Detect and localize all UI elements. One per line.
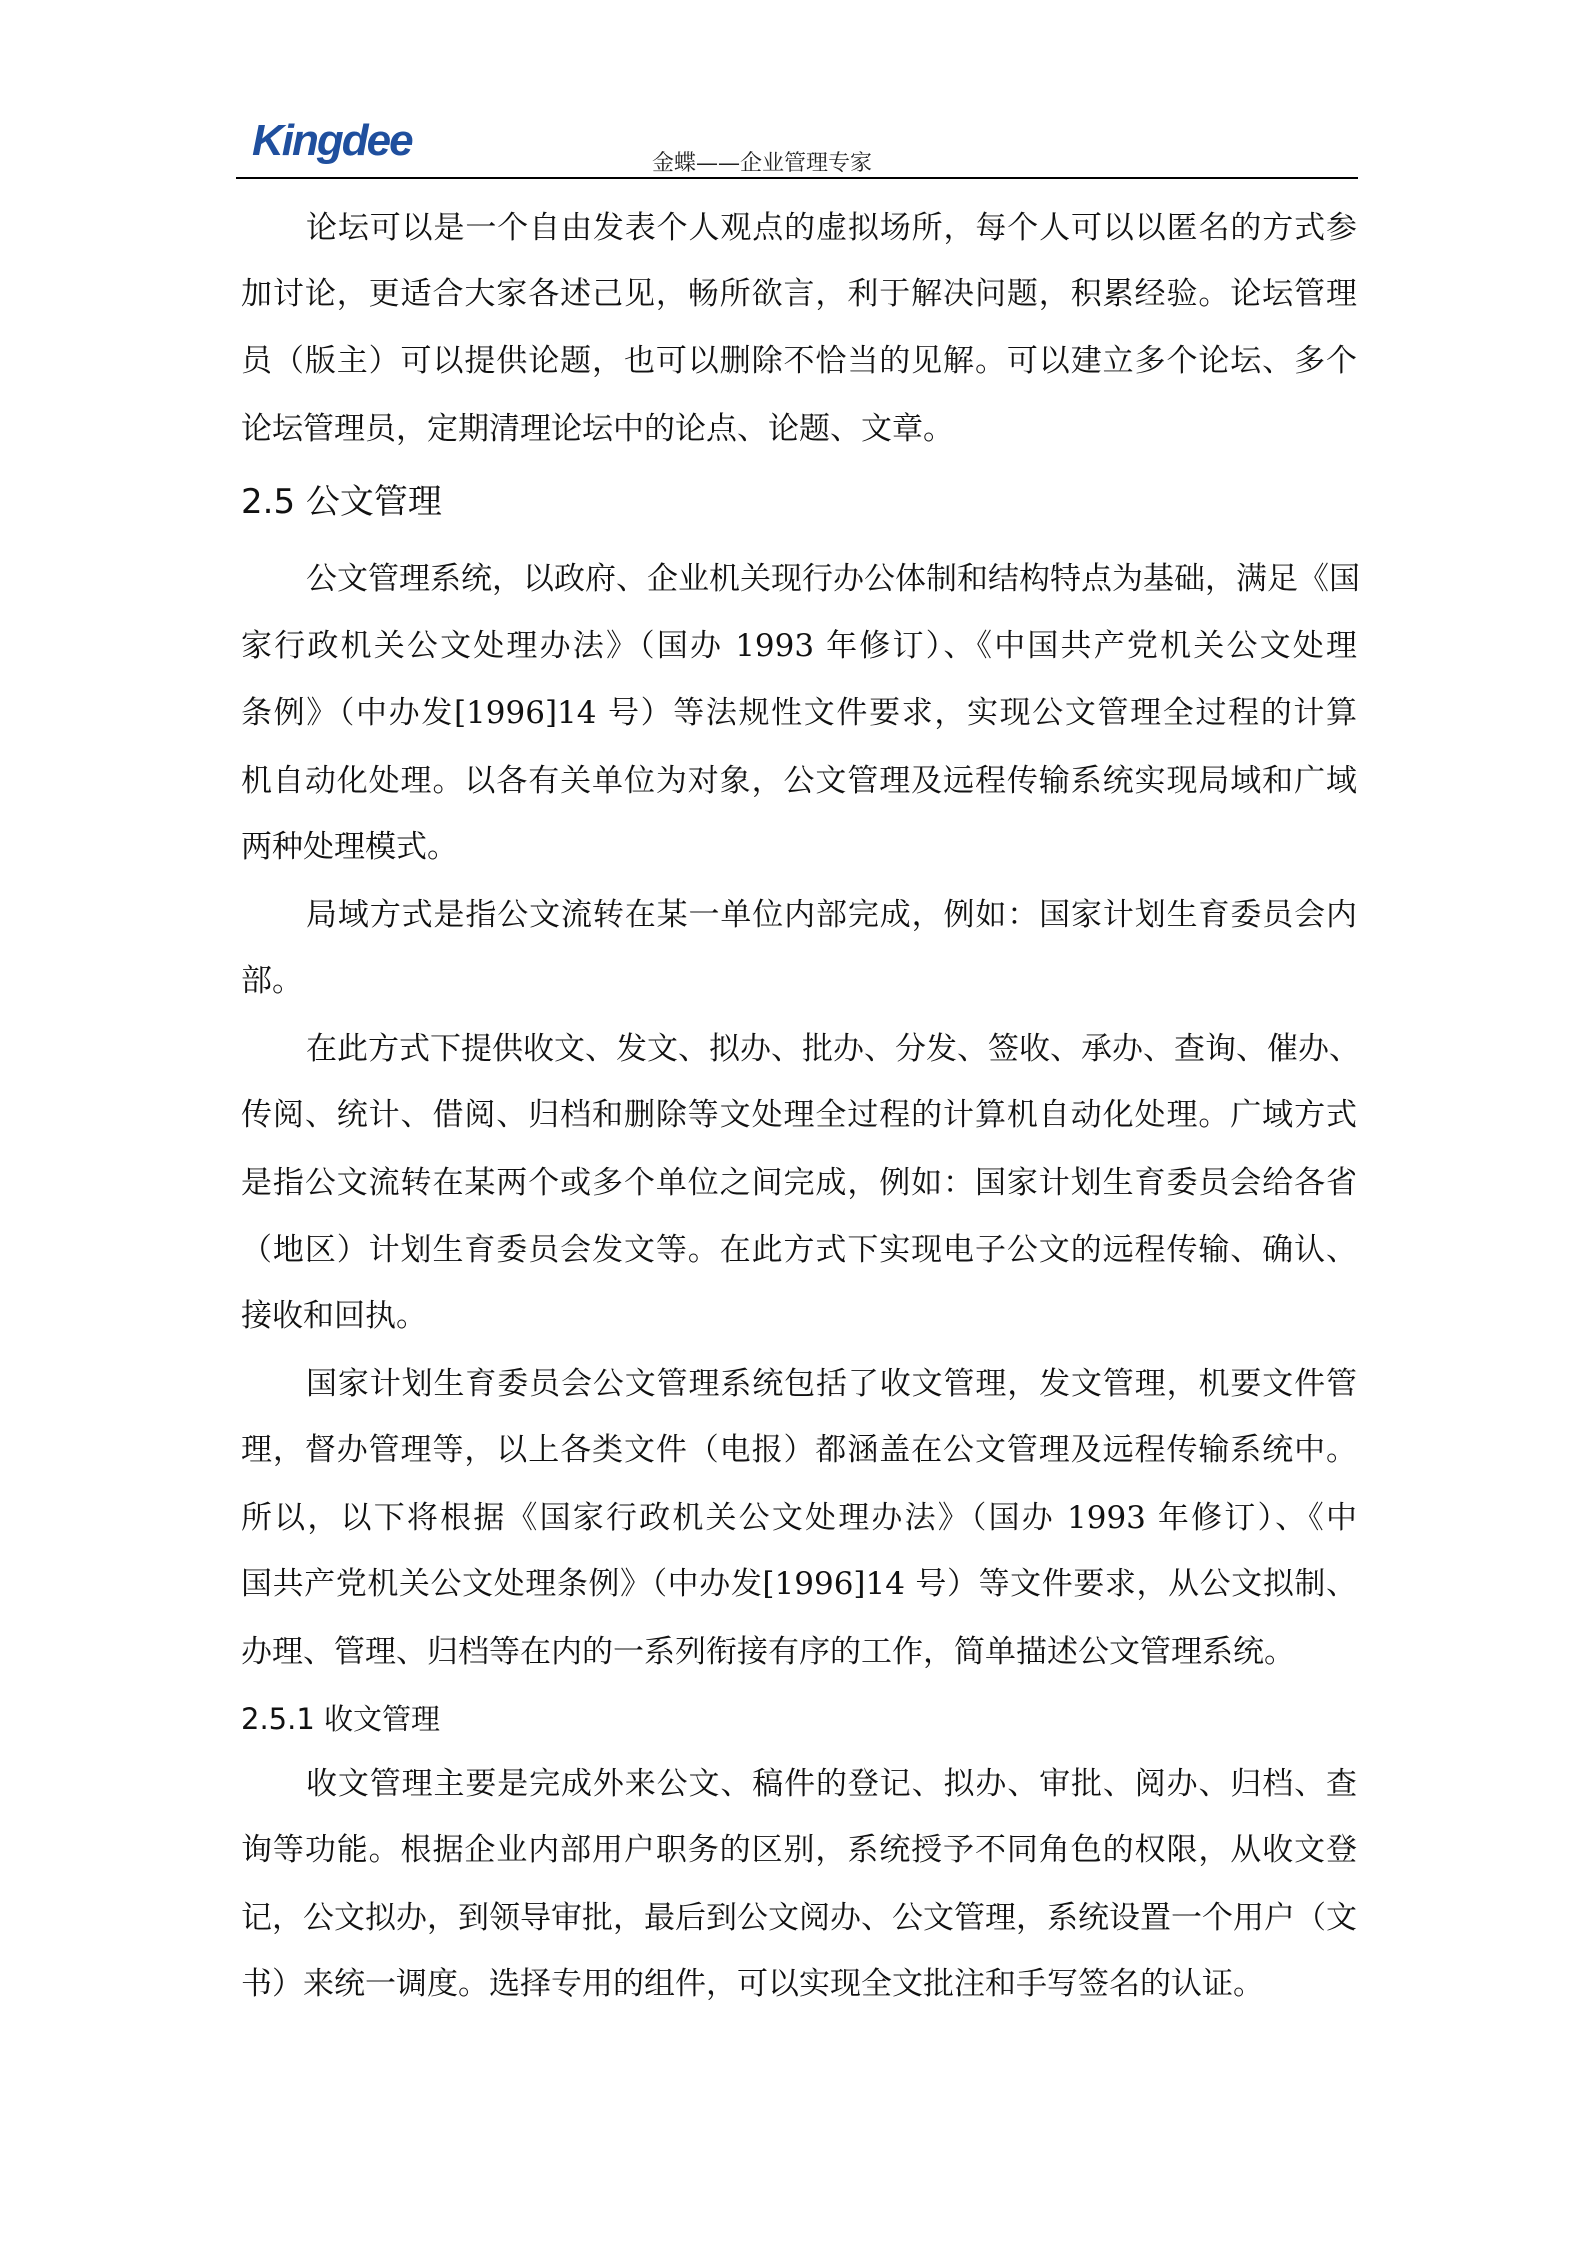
section-heading: 2.5 公文管理 xyxy=(241,482,442,522)
paragraph-line: 记，公文拟办，到领导审批，最后到公文阅办、公文管理，系统设置一个用户（文 xyxy=(241,1900,1357,1936)
paragraph-line: 国共产党机关公文处理条例》（中办发[1996]14 号）等文件要求，从公文拟制、 xyxy=(241,1566,1357,1602)
paragraph-line: 所以，以下将根据《国家行政机关公文处理办法》（国办 1993 年修订）、《中 xyxy=(241,1500,1357,1536)
paragraph-line: 局域方式是指公文流转在某一单位内部完成，例如：国家计划生育委员会内 xyxy=(306,897,1357,933)
paragraph-line: 论坛管理员，定期清理论坛中的论点、论题、文章。 xyxy=(241,411,954,447)
kingdee-logo: Kingdee xyxy=(252,116,412,165)
paragraph-line: 收文管理主要是完成外来公文、稿件的登记、拟办、审批、阅办、归档、查 xyxy=(306,1766,1357,1802)
paragraph-line: 条例》（中办发[1996]14 号）等法规性文件要求，实现公文管理全过程的计算 xyxy=(241,695,1357,731)
paragraph-line: 加讨论，更适合大家各述己见，畅所欲言，利于解决问题，积累经验。论坛管理 xyxy=(241,276,1357,312)
header-title: 金蝶——企业管理专家 xyxy=(652,151,873,176)
paragraph-line: 接收和回执。 xyxy=(241,1298,427,1334)
paragraph-line: 公文管理系统，以政府、企业机关现行办公体制和结构特点为基础，满足《国 xyxy=(306,561,1360,597)
paragraph-line: 机自动化处理。以各有关单位为对象，公文管理及远程传输系统实现局域和广域 xyxy=(241,763,1357,799)
paragraph-line: 员（版主）可以提供论题，也可以删除不恰当的见解。可以建立多个论坛、多个 xyxy=(241,343,1357,379)
paragraph-line: 两种处理模式。 xyxy=(241,829,458,865)
paragraph-line: 理，督办管理等，以上各类文件（电报）都涵盖在公文管理及远程传输系统中。 xyxy=(241,1432,1357,1468)
paragraph-line: （地区）计划生育委员会发文等。在此方式下实现电子公文的远程传输、确认、 xyxy=(241,1232,1357,1268)
paragraph-line: 部。 xyxy=(241,963,303,999)
paragraph-line: 书）来统一调度。选择专用的组件，可以实现全文批注和手写签名的认证。 xyxy=(241,1966,1264,2002)
paragraph-line: 家行政机关公文处理办法》（国办 1993 年修订）、《中国共产党机关公文处理 xyxy=(241,628,1357,664)
paragraph-line: 传阅、统计、借阅、归档和删除等文处理全过程的计算机自动化处理。广域方式 xyxy=(241,1097,1357,1133)
paragraph-line: 论坛可以是一个自由发表个人观点的虚拟场所，每个人可以以匿名的方式参 xyxy=(306,210,1357,246)
subsection-heading: 2.5.1 收文管理 xyxy=(241,1702,441,1736)
paragraph-line: 在此方式下提供收文、发文、拟办、批办、分发、签收、承办、查询、催办、 xyxy=(306,1031,1360,1067)
paragraph-line: 国家计划生育委员会公文管理系统包括了收文管理，发文管理，机要文件管 xyxy=(306,1366,1357,1402)
paragraph-line: 办理、管理、归档等在内的一系列衔接有序的工作，简单描述公文管理系统。 xyxy=(241,1634,1295,1670)
header-divider xyxy=(236,177,1358,179)
paragraph-line: 是指公文流转在某两个或多个单位之间完成，例如：国家计划生育委员会给各省 xyxy=(241,1165,1357,1201)
paragraph-line: 询等功能。根据企业内部用户职务的区别，系统授予不同角色的权限，从收文登 xyxy=(241,1832,1357,1868)
